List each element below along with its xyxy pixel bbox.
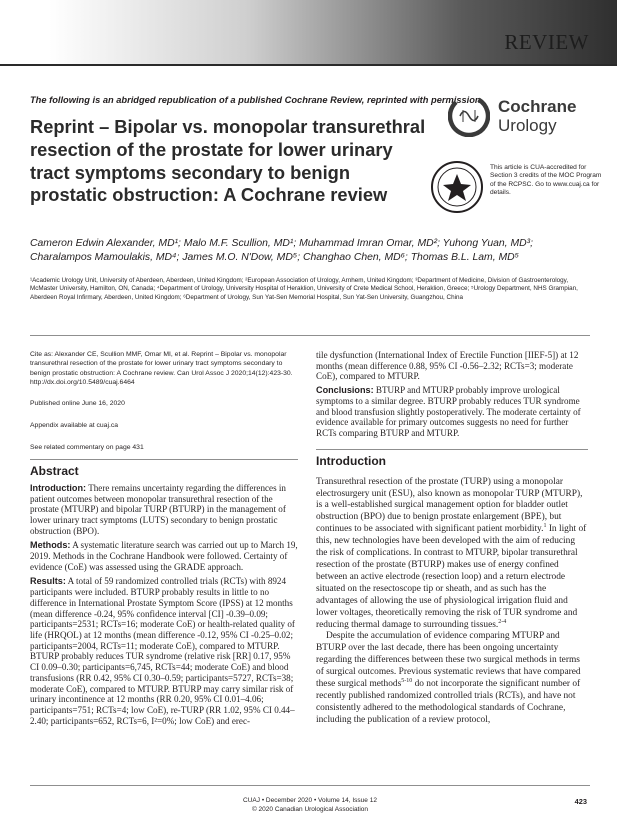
- footer-rule: [30, 785, 590, 786]
- abstract-body: [30, 483, 298, 726]
- abstract-intro-label: Introduction:: [30, 482, 87, 493]
- cochrane-logo-icon: [448, 95, 490, 137]
- cme-text: This article is CUA-accredited for Section 3 credits of the MOC Program of the RCPSC. Go to www.cuaj.ca for details.: [490, 164, 602, 197]
- intro-ref-2: 2-4: [498, 618, 507, 625]
- abstract-conclusions-text: BTURP and MTURP probably improve urological symptoms to a similar degree. BTURP probably reduces TUR syndrome and blood transfusion slightly postoperatively. The moderate certainty of evidence available for primary outcomes suggests no need for further RCTs comparing BTURP and MTURP.: [316, 385, 581, 438]
- abstract-results-text: A total of 59 randomized controlled trials (RCTs) with 8924 participants were included. BTURP probably results in little to no difference in International Prostate Symptom Score (IPSS) at 12 months (mean difference -0.24, 95% confidence interval [CI] -0.39–0.09; participants=2531; RCTs=16; moderate CoE) or health-related quality of life (HRQOL) at 12 months (mean difference -0.12, 95% CI -0.25–0.02; participants=2004, RCTs=11; moderate CoE), compared to MTURP. BTURP probably reduces TUR syndrome (relative risk [RR] 0.17, 95% CI 0.09–0.30; participants=6,745, RCTs=44; moderate CoE) and blood transfusions (RR 0.42, 95% CI 0.30–0.59; participants=5727, RCTs=38; moderate CoE), compared to MTURP. BTURP may carry similar risk of urinary incontinence at 12 months (RR 0.20, 95% CI 0.01–4.06; participants=751; RCTs=4; low CoE), re-TURP (RR 1.02, 95% CI 0.44–2.40; participants=652, RCTs=6, I²=0%; low CoE) and erec-: [30, 576, 295, 726]
- citation: Cite as: Alexander CE, Scullion MMF, Omar MI, et al. Reprint – Bipolar vs. monopolar transurethral resection of the prostate for lower urinary tract symptoms secondary to benign prostatic obstruction: A Cochrane review. Can Urol Assoc J 2020;14(12):423-30. http://dx.doi.org/10.5489/cuaj.6464: [30, 351, 293, 387]
- introduction-body: [316, 477, 588, 727]
- logo-word-urology: Urology: [498, 116, 557, 135]
- cua-seal-icon: [430, 160, 484, 214]
- abstract-intro-text: There remains uncertainty regarding the differences in patient outcomes between monopolar transurethral resection of the prostate (MTURP) and bipolar TURP (BTURP) in the management of lower urinary tract symptoms (LUTS) secondary to benign prostatic obstruction (BPO).: [30, 482, 286, 536]
- introduction-heading: Introduction: [316, 453, 386, 468]
- abstract-continued: [316, 350, 588, 439]
- footer: [200, 797, 420, 814]
- introduction-rule: [316, 449, 588, 450]
- header-divider: [30, 335, 590, 336]
- appendix-note: Appendix available at cuaj.ca: [30, 422, 119, 430]
- abstract-methods-text: A systematic literature search was carried out up to March 19, 2019. Methods in the Cochrane Handbook were followed. Certainty of evidence (CoE) was assessed using the GRADE approach.: [30, 540, 298, 572]
- related-commentary: See related commentary on page 431: [30, 444, 144, 452]
- abstract-results-continued: tile dysfunction (International Index of Erectile Function [IIEF-5]) at 12 months (mean difference 0.88, 95% CI -0.56–2.32; RCTs=3; moderate CoE), compared to MTURP.: [316, 350, 579, 382]
- header-rule: [0, 64, 617, 66]
- abstract-results-label: Results:: [30, 576, 66, 587]
- republication-note: The following is an abridged republication of a published Cochrane Review, reprinted with permission.: [30, 95, 484, 105]
- author-list: Cameron Edwin Alexander, MD¹; Malo M.F. Scullion, MD¹; Muhammad Imran Omar, MD²; Yuhong Yuan, MD³; Charalampos Mamoulakis, MD⁴; James M.O. N'Dow, MD⁵; Changhao Chen, MD⁶; Thomas B.L. Lam, MD⁵: [30, 238, 533, 263]
- journal-issue: CUAJ • December 2020 • Volume 14, Issue 12: [243, 797, 377, 804]
- abstract-heading: Abstract: [30, 463, 79, 478]
- affiliations: ¹Academic Urology Unit, University of Aberdeen, Aberdeen, United Kingdom; ²European Association of Urology, Arnhem, United Kingdom; ³Department of Medicine, Division of Gastroenterology, McMaster University, Hamilton, ON, Canada; ⁴Department of Urology, University Hospital of Heraklion, University of Crete Medical School, Heraklion, Greece; ⁵Urology Department, NHS Grampian, Aberdeen Royal Infirmary, Aberdeen, United Kingdom; ⁶Department of Urology, Sun Yat-Sen Memorial Hospital, Sun Yat-Sen University, Guangzhou, China: [30, 277, 578, 301]
- page-number: 423: [574, 797, 587, 806]
- abstract-methods-label: Methods:: [30, 540, 71, 551]
- intro-p1: Transurethral resection of the prostate (TURP) using a monopolar electrosurgery unit (ESU), also known as monopolar TURP (MTURP), is a well-established surgical management option for bladder outlet obstruction (BPO) due to benign prostate enlargement (BPE), but continues to be associated with significant patient morbidity.: [316, 476, 583, 535]
- abstract-rule: [30, 459, 298, 460]
- published-date: Published online June 16, 2020: [30, 399, 125, 407]
- section-label: REVIEW: [504, 30, 589, 54]
- intro-ref-3: 5-10: [401, 677, 413, 684]
- article-title: Reprint – Bipolar vs. monopolar transurethral resection of the prostate for lower urinary tract symptoms secondary to benign prostatic obstruction: A Cochrane review: [30, 116, 426, 206]
- copyright: © 2020 Canadian Urological Association: [251, 805, 369, 813]
- intro-p2a: Despite the accumulation of evidence comparing MTURP and BTURP over the last decade, there has been ongoing uncertainty regarding the differences between these two surgical methods in terms of surgical outcomes. Previous systematic reviews that have compared these surgical methods: [316, 631, 581, 690]
- abstract-conclusions-label: Conclusions:: [316, 385, 374, 396]
- intro-p2b: do not incorporate the significant number of recently published randomized controlled trials (RCTs), and have not consistently adhered to the methodological standards of Cochrane, including the publication of a review protocol,: [316, 679, 581, 725]
- cme-accreditation: [430, 160, 600, 220]
- left-column: [30, 350, 298, 730]
- right-column: [316, 350, 588, 727]
- cochrane-urology-logo: [448, 95, 598, 145]
- intro-p1b: In light of this, new technologies have been developed with the aim of reducing the risk of complications. In contrast to MTURP, bipolar transurethral resection of the prostate (BTURP) makes use of energy confined between an active electrode (resection loop) and a return electrode situated on the resectoscope tip or sheath, and as such has the advantages of allowing the use of physiological irrigation fluid and lower voltages, theoretically removing the risk of TUR syndrome and reducing thermal damage to surrounding tissues.: [316, 524, 587, 630]
- intro-ref-1: 1: [543, 523, 547, 530]
- logo-word-cochrane: Cochrane: [498, 97, 577, 116]
